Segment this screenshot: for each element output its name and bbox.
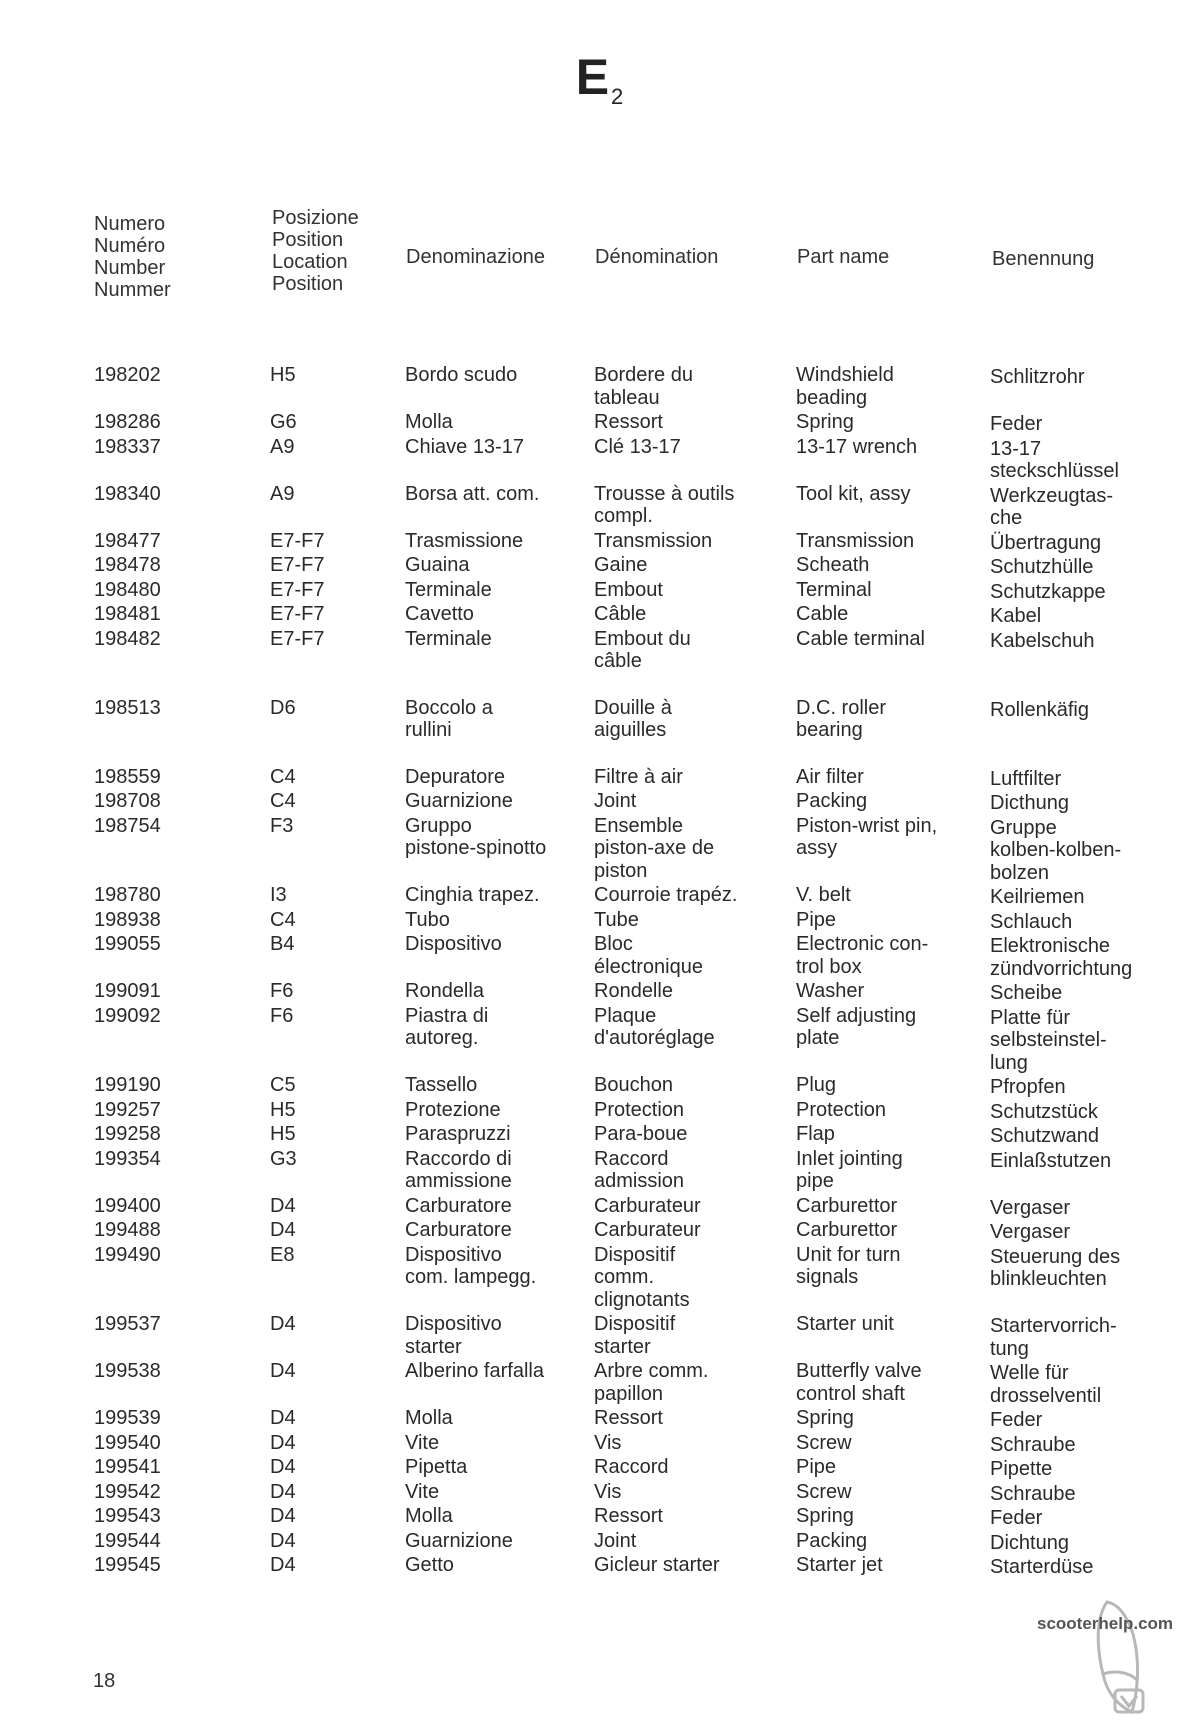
table-cell: 198754 bbox=[94, 814, 161, 837]
table-cell: Molla bbox=[405, 1505, 453, 1527]
header-denominazione bbox=[406, 246, 545, 268]
header-label: Denominazione bbox=[406, 246, 545, 268]
table-cell: Dicthung bbox=[990, 792, 1069, 814]
table-cell: C4 bbox=[270, 790, 296, 812]
table-row bbox=[0, 764, 1200, 789]
table-cell: Einlaßstutzen bbox=[990, 1149, 1112, 1172]
table-cell: Spring bbox=[796, 1407, 854, 1429]
table-cell: Kabel bbox=[990, 605, 1042, 627]
table-cell: Bordo scudo bbox=[405, 364, 518, 386]
header-label: Posizione bbox=[272, 207, 359, 229]
table-cell: Vis bbox=[594, 1431, 622, 1454]
table-cell: Welle für drosselventil bbox=[990, 1362, 1102, 1407]
table-cell: Cable bbox=[796, 603, 849, 625]
table-cell: Kabelschuh bbox=[990, 629, 1095, 652]
table-cell: Alberino farfalla bbox=[405, 1360, 544, 1382]
table-row bbox=[0, 1405, 1200, 1430]
table-cell: Unit for turn signals bbox=[796, 1243, 901, 1288]
table-cell: Dispositivo com. lampegg. bbox=[405, 1243, 537, 1288]
table-cell: 198478 bbox=[94, 554, 161, 576]
table-cell: D4 bbox=[270, 1529, 296, 1552]
table-cell: Tassello bbox=[405, 1074, 478, 1096]
table-row bbox=[0, 409, 1200, 434]
table-cell: 198708 bbox=[94, 790, 161, 812]
table-cell: Piastra di autoreg. bbox=[405, 1004, 489, 1049]
table-cell: Boccolo a rullini bbox=[405, 696, 493, 741]
table-cell: Clé 13-17 bbox=[594, 435, 681, 458]
table-cell: Platte für selbsteinstel- lung bbox=[990, 1006, 1107, 1074]
table-row bbox=[0, 813, 1200, 883]
table-cell: 199055 bbox=[94, 933, 161, 955]
table-cell: Steuerung des blinkleuchten bbox=[990, 1245, 1121, 1290]
table-row bbox=[0, 434, 1200, 481]
header-part-name bbox=[797, 246, 889, 268]
table-cell: Tubo bbox=[405, 908, 450, 931]
header-label: Location bbox=[272, 251, 348, 273]
table-cell: Gruppe kolben-kolben- bolzen bbox=[990, 816, 1122, 884]
table-cell: Schraube bbox=[990, 1433, 1076, 1456]
header-label: Dénomination bbox=[595, 246, 719, 268]
table-cell: Starter jet bbox=[796, 1554, 883, 1576]
table-cell: Schutzhülle bbox=[990, 556, 1094, 578]
header-position bbox=[272, 207, 359, 295]
table-cell: 199539 bbox=[94, 1407, 161, 1429]
table-cell: 198337 bbox=[94, 435, 161, 458]
table-cell: Guaina bbox=[405, 554, 470, 576]
table-cell: Startervorrich- tung bbox=[990, 1315, 1117, 1360]
table-cell: 199400 bbox=[94, 1194, 161, 1217]
table-cell: Câble bbox=[594, 603, 647, 625]
table-row bbox=[0, 931, 1200, 978]
table-cell: Screw bbox=[796, 1480, 852, 1503]
table-cell: Transmission bbox=[594, 529, 713, 552]
header-label: Number bbox=[94, 257, 166, 279]
table-cell: Vergaser bbox=[990, 1196, 1071, 1219]
table-cell: H5 bbox=[270, 364, 296, 386]
table-cell: H5 bbox=[270, 1098, 296, 1121]
table-cell: Piston-wrist pin, assy bbox=[796, 814, 938, 859]
table-cell: Filtre à air bbox=[594, 765, 683, 788]
table-row bbox=[0, 1193, 1200, 1218]
table-cell: Vis bbox=[594, 1480, 622, 1503]
table-row bbox=[0, 1528, 1200, 1553]
table-cell: Courroie trapéz. bbox=[594, 884, 738, 906]
table-cell: Schraube bbox=[990, 1482, 1076, 1505]
table-cell: Pipetta bbox=[405, 1456, 468, 1478]
table-cell: Spring bbox=[796, 411, 854, 433]
table-row bbox=[0, 362, 1200, 409]
table-cell: Raccord bbox=[594, 1456, 669, 1478]
table-cell: Guarnizione bbox=[405, 790, 513, 812]
table-row bbox=[0, 481, 1200, 528]
table-cell: Para-boue bbox=[594, 1123, 688, 1145]
header-label: Part name bbox=[797, 246, 890, 268]
table-row bbox=[0, 1003, 1200, 1073]
table-cell: D4 bbox=[270, 1431, 296, 1454]
table-cell: Dispositivo starter bbox=[405, 1313, 502, 1358]
page-title-main: E bbox=[575, 49, 611, 105]
header-label: Numéro bbox=[94, 235, 166, 257]
page-number: 18 bbox=[93, 1670, 116, 1692]
table-cell: D4 bbox=[270, 1554, 296, 1576]
table-cell: 199545 bbox=[94, 1554, 161, 1576]
table-row bbox=[0, 552, 1200, 577]
header-label: Benennung bbox=[992, 248, 1095, 270]
table-cell: B4 bbox=[270, 933, 295, 955]
table-cell: Luftfilter bbox=[990, 767, 1062, 790]
table-row bbox=[0, 1311, 1200, 1358]
table-cell: Embout bbox=[594, 578, 663, 601]
table-row bbox=[0, 626, 1200, 695]
table-cell: Protezione bbox=[405, 1098, 501, 1121]
table-cell: Raccord admission bbox=[594, 1147, 685, 1192]
table-cell: Washer bbox=[796, 980, 865, 1002]
table-cell: Schutzwand bbox=[990, 1125, 1099, 1147]
table-cell: Vergaser bbox=[990, 1221, 1071, 1243]
table-cell: Ressort bbox=[594, 1407, 663, 1429]
table-cell: 198780 bbox=[94, 884, 161, 906]
table-cell: Screw bbox=[796, 1431, 852, 1454]
table-cell: Keilriemen bbox=[990, 886, 1085, 908]
table-cell: C4 bbox=[270, 908, 296, 931]
table-cell: Borsa att. com. bbox=[405, 482, 540, 505]
table-cell: Bordere du tableau bbox=[594, 364, 693, 409]
table-cell: Protection bbox=[594, 1098, 685, 1121]
table-cell: Getto bbox=[405, 1554, 454, 1576]
table-cell: 199543 bbox=[94, 1505, 161, 1527]
table-cell: Joint bbox=[594, 1529, 637, 1552]
table-cell: Guarnizione bbox=[405, 1529, 513, 1552]
table-cell: Feder bbox=[990, 1507, 1043, 1529]
table-row bbox=[0, 695, 1200, 764]
table-cell: Arbre comm. papillon bbox=[594, 1360, 709, 1405]
table-cell: Pfropfen bbox=[990, 1076, 1066, 1098]
scooter-logo-icon bbox=[1037, 1594, 1197, 1719]
table-row bbox=[0, 528, 1200, 553]
table-cell: Terminal bbox=[796, 578, 872, 601]
table-cell: A9 bbox=[270, 435, 295, 458]
table-cell: Feder bbox=[990, 1409, 1043, 1431]
table-cell: D4 bbox=[270, 1194, 296, 1217]
table-row bbox=[0, 1358, 1200, 1405]
table-cell: Cinghia trapez. bbox=[405, 884, 540, 906]
table-cell: 198513 bbox=[94, 696, 161, 719]
table-cell: Chiave 13-17 bbox=[405, 435, 524, 458]
table-cell: Carburettor bbox=[796, 1219, 898, 1241]
table-cell: Joint bbox=[594, 790, 637, 812]
table-cell: D4 bbox=[270, 1360, 296, 1382]
table-row bbox=[0, 1146, 1200, 1193]
table-cell: Carburateur bbox=[594, 1219, 701, 1241]
table-cell: F6 bbox=[270, 1004, 294, 1027]
table-cell: Gaine bbox=[594, 554, 648, 576]
table-cell: D4 bbox=[270, 1219, 296, 1241]
table-cell: Depuratore bbox=[405, 765, 506, 788]
table-cell: Terminale bbox=[405, 578, 492, 601]
table-cell: Schlitzrohr bbox=[990, 366, 1085, 388]
table-cell: Schlauch bbox=[990, 910, 1073, 933]
table-cell: 199538 bbox=[94, 1360, 161, 1382]
table-cell: Dispositivo bbox=[405, 933, 502, 955]
table-cell: G3 bbox=[270, 1147, 297, 1170]
table-cell: Pipe bbox=[796, 908, 837, 931]
table-cell: D4 bbox=[270, 1505, 296, 1527]
header-benennung bbox=[992, 248, 1094, 270]
table-cell: Trasmissione bbox=[405, 529, 524, 552]
header-number bbox=[94, 213, 171, 301]
table-cell: 199190 bbox=[94, 1074, 161, 1096]
table-cell: Rondelle bbox=[594, 980, 673, 1002]
header-label: Position bbox=[272, 229, 344, 251]
table-cell: 198481 bbox=[94, 603, 161, 625]
header-label: Nummer bbox=[94, 279, 171, 301]
page-title-subscript: 2 bbox=[611, 84, 625, 109]
table-cell: Raccordo di ammissione bbox=[405, 1147, 512, 1192]
table-cell: Electronic con- trol box bbox=[796, 933, 929, 978]
table-cell: Elektronische zündvorrichtung bbox=[990, 935, 1133, 980]
table-cell: E7-F7 bbox=[270, 578, 325, 601]
table-cell: Windshield beading bbox=[796, 364, 894, 409]
table-cell: C5 bbox=[270, 1074, 296, 1096]
table-cell: Feder bbox=[990, 413, 1043, 435]
table-row bbox=[0, 1072, 1200, 1097]
table-cell: 198559 bbox=[94, 765, 161, 788]
table-cell: Carburettor bbox=[796, 1194, 898, 1217]
table-row bbox=[0, 882, 1200, 907]
table-row bbox=[0, 577, 1200, 602]
table-cell: 198286 bbox=[94, 411, 161, 433]
table-cell: E7-F7 bbox=[270, 627, 325, 650]
table-cell: Schutzkappe bbox=[990, 580, 1106, 603]
table-cell: Air filter bbox=[796, 765, 864, 788]
table-cell: 199544 bbox=[94, 1529, 161, 1552]
table-cell: Terminale bbox=[405, 627, 492, 650]
table-cell: 198938 bbox=[94, 908, 161, 931]
table-row bbox=[0, 1242, 1200, 1312]
table-cell: Pipe bbox=[796, 1456, 837, 1478]
table-cell: Flap bbox=[796, 1123, 835, 1145]
table-cell: Inlet jointing pipe bbox=[796, 1147, 903, 1192]
table-cell: D4 bbox=[270, 1313, 296, 1335]
header-denomination bbox=[595, 246, 718, 268]
table-cell: Gruppo pistone-spinotto bbox=[405, 814, 547, 859]
table-cell: Ressort bbox=[594, 1505, 663, 1527]
table-cell: D.C. roller bearing bbox=[796, 696, 887, 741]
table-cell: 13-17 wrench bbox=[796, 435, 918, 458]
table-cell: E7-F7 bbox=[270, 603, 325, 625]
table-cell: D4 bbox=[270, 1456, 296, 1478]
header-label: Numero bbox=[94, 213, 166, 235]
table-cell: F3 bbox=[270, 814, 294, 837]
table-cell: Tube bbox=[594, 908, 639, 931]
table-cell: A9 bbox=[270, 482, 295, 505]
table-cell: Starter unit bbox=[796, 1313, 894, 1335]
table-row bbox=[0, 978, 1200, 1003]
table-cell: Paraspruzzi bbox=[405, 1123, 511, 1145]
table-cell: Plug bbox=[796, 1074, 837, 1096]
table-cell: Starterdüse bbox=[990, 1556, 1094, 1578]
table-cell: Cavetto bbox=[405, 603, 474, 625]
table-cell: Pipette bbox=[990, 1458, 1053, 1480]
table-cell: Dispositif comm. clignotants bbox=[594, 1243, 690, 1311]
page-title bbox=[0, 48, 1200, 110]
table-cell: Dispositif starter bbox=[594, 1313, 676, 1358]
table-cell: Carburatore bbox=[405, 1219, 512, 1241]
table-cell: Übertragung bbox=[990, 531, 1102, 554]
table-cell: D6 bbox=[270, 696, 296, 719]
table-cell: Transmission bbox=[796, 529, 915, 552]
table-cell: 199490 bbox=[94, 1243, 161, 1266]
table-row bbox=[0, 907, 1200, 932]
table-cell: 199537 bbox=[94, 1313, 161, 1335]
table-cell: Dichtung bbox=[990, 1531, 1069, 1554]
table-cell: Packing bbox=[796, 790, 868, 812]
table-cell: 199542 bbox=[94, 1480, 161, 1503]
table-cell: Tool kit, assy bbox=[796, 482, 911, 505]
table-cell: Self adjusting plate bbox=[796, 1004, 917, 1049]
table-cell: Schutzstück bbox=[990, 1100, 1098, 1123]
table-cell: H5 bbox=[270, 1123, 296, 1145]
table-row bbox=[0, 1097, 1200, 1122]
table-cell: Vite bbox=[405, 1431, 440, 1454]
table-cell: Gicleur starter bbox=[594, 1554, 720, 1576]
table-cell: V. belt bbox=[796, 884, 851, 906]
table-cell: E7-F7 bbox=[270, 554, 325, 576]
table-cell: Rollenkäfig bbox=[990, 698, 1089, 721]
table-row bbox=[0, 1454, 1200, 1479]
table-cell: 198477 bbox=[94, 529, 161, 552]
table-cell: 198480 bbox=[94, 578, 161, 601]
table-cell: Trousse à outils compl. bbox=[594, 482, 735, 527]
table-cell: 199257 bbox=[94, 1098, 161, 1121]
table-cell: Packing bbox=[796, 1529, 868, 1552]
table-cell: Rondella bbox=[405, 980, 484, 1002]
table-cell: Embout du câble bbox=[594, 627, 691, 672]
table-cell: Ressort bbox=[594, 411, 663, 433]
table-cell: 198202 bbox=[94, 364, 161, 386]
table-row bbox=[0, 1430, 1200, 1455]
table-row bbox=[0, 1121, 1200, 1146]
table-cell: I3 bbox=[270, 884, 287, 906]
table-cell: Ensemble piston-axe de piston bbox=[594, 814, 715, 882]
table-cell: 199258 bbox=[94, 1123, 161, 1145]
table-row bbox=[0, 788, 1200, 813]
table-row bbox=[0, 1479, 1200, 1504]
parts-table bbox=[0, 362, 1200, 1577]
table-row bbox=[0, 1503, 1200, 1528]
table-row bbox=[0, 1552, 1200, 1577]
table-cell: 199540 bbox=[94, 1431, 161, 1454]
watermark-text: scooterhelp.com bbox=[1037, 1614, 1174, 1633]
table-cell: Molla bbox=[405, 411, 453, 433]
table-cell: Spring bbox=[796, 1505, 854, 1527]
table-cell: 199092 bbox=[94, 1004, 161, 1027]
table-cell: E7-F7 bbox=[270, 529, 325, 552]
table-cell: Vite bbox=[405, 1480, 440, 1503]
table-cell: Carburatore bbox=[405, 1194, 512, 1217]
table-cell: F6 bbox=[270, 980, 294, 1002]
table-cell: G6 bbox=[270, 411, 297, 433]
table-cell: Werkzeugtas- che bbox=[990, 484, 1114, 529]
table-cell: Molla bbox=[405, 1407, 453, 1429]
table-cell: 199488 bbox=[94, 1219, 161, 1241]
table-cell: Scheibe bbox=[990, 982, 1063, 1004]
header-label: Position bbox=[272, 273, 344, 295]
table-row bbox=[0, 1217, 1200, 1242]
table-cell: D4 bbox=[270, 1407, 296, 1429]
table-row bbox=[0, 601, 1200, 626]
table-cell: Bouchon bbox=[594, 1074, 673, 1096]
table-cell: 198482 bbox=[94, 627, 161, 650]
table-cell: C4 bbox=[270, 765, 296, 788]
table-cell: Scheath bbox=[796, 554, 870, 576]
table-cell: Protection bbox=[796, 1098, 887, 1121]
table-cell: D4 bbox=[270, 1480, 296, 1503]
table-cell: 199354 bbox=[94, 1147, 161, 1170]
table-cell: E8 bbox=[270, 1243, 295, 1266]
table-cell: 199091 bbox=[94, 980, 161, 1002]
table-cell: 198340 bbox=[94, 482, 161, 505]
table-cell: Douille à aiguilles bbox=[594, 696, 672, 741]
table-cell: Butterfly valve control shaft bbox=[796, 1360, 922, 1405]
table-cell: 13-17 steckschlüssel bbox=[990, 437, 1119, 482]
table-cell: Bloc électronique bbox=[594, 933, 703, 978]
table-cell: 199541 bbox=[94, 1456, 161, 1478]
table-cell: Plaque d'autoréglage bbox=[594, 1004, 715, 1049]
table-cell: Cable terminal bbox=[796, 627, 925, 650]
table-cell: Carburateur bbox=[594, 1194, 701, 1217]
